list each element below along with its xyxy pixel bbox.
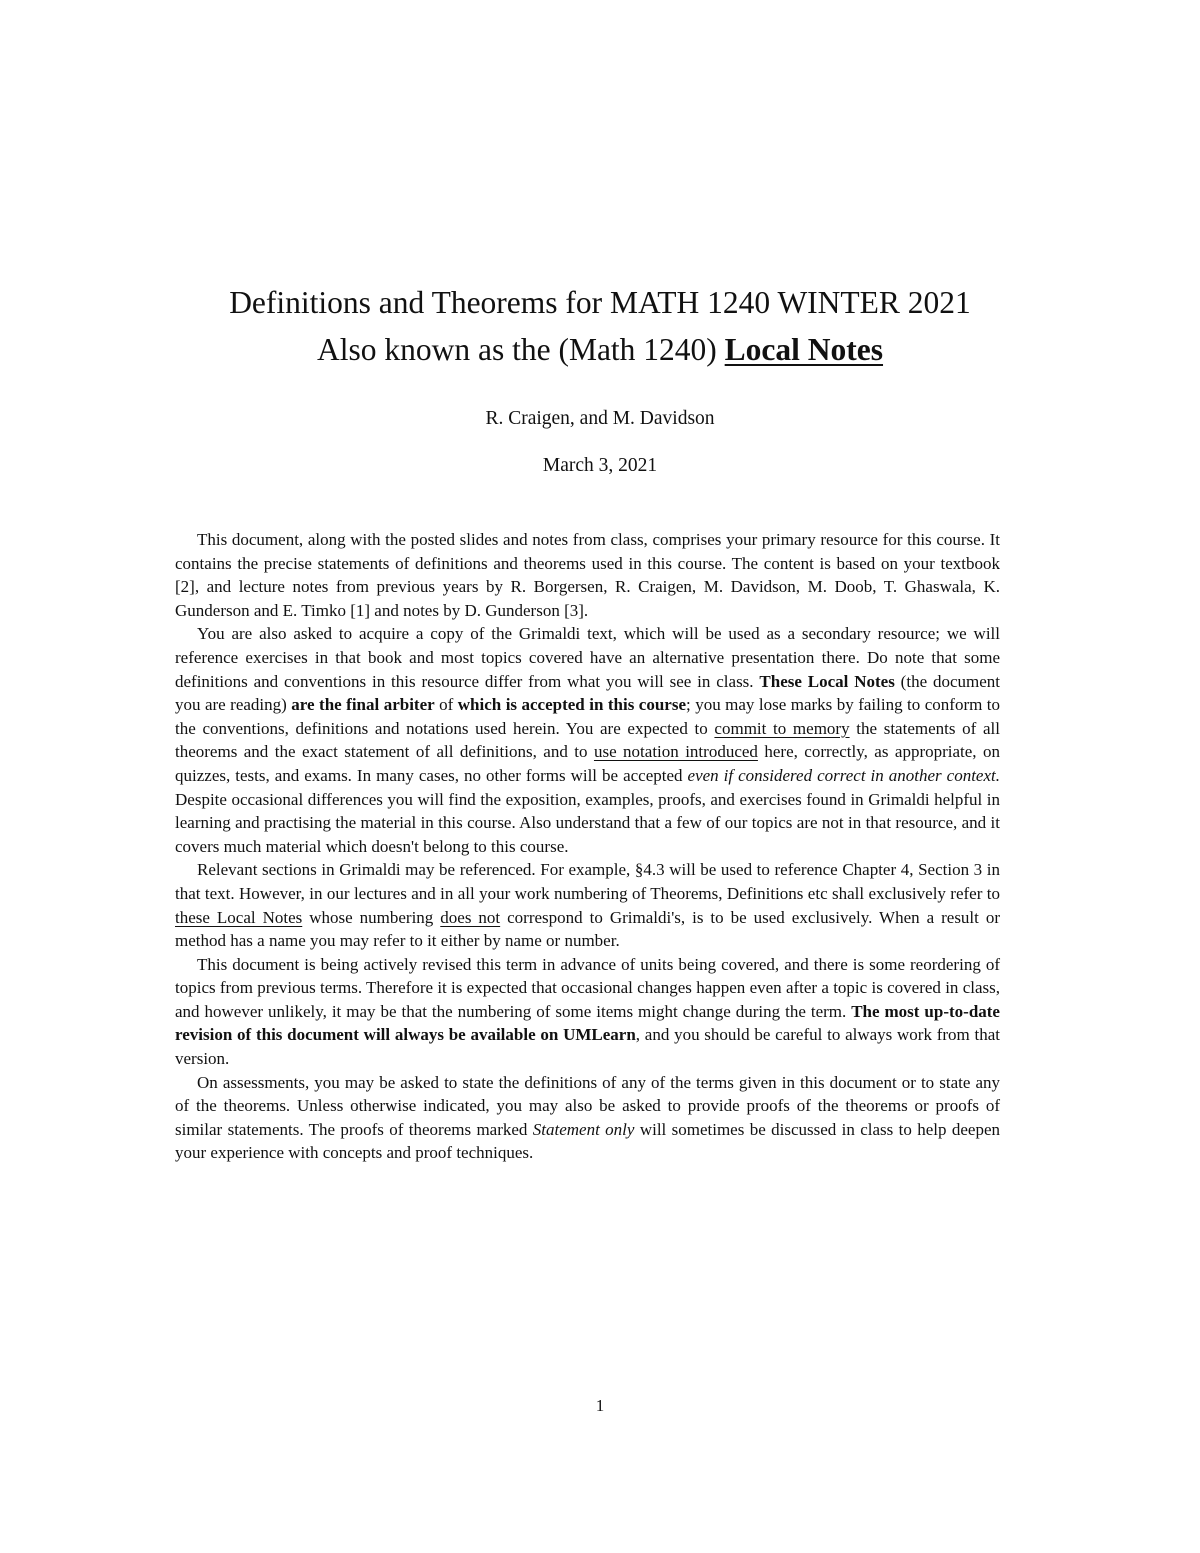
p2-text-1: You are also asked to acquire a copy of the Grimaldi text, which will be used as a secondary resource; we will reference exercises in that book and most topics covered have an alternative presentation there. Do note that some definitions and conventions in this resource differ from what you will see in class. bbox=[175, 624, 1000, 691]
p3-text-1: Relevant sections in Grimaldi may be referenced. For example, §4.3 will be used to reference Chapter 4, Section 3 in that text. However, in our lectures and in all your work numbering of Theorems, Definitions etc shall exclusively refer to bbox=[175, 860, 1000, 903]
p1-text: This document, along with the posted slides and notes from class, comprises your primary resource for this course. It contains the precise statements of definitions and theorems used in this course. The content is based on your textbook [2], and lecture notes from previous years by R. Borgersen, R. Craigen, M. Davidson, M. Doob, T. Ghaswala, K. Gunderson and E. Timko [1] and notes by D. Gunderson [3]. bbox=[175, 530, 1000, 620]
p3-text-3: correspond to Grimaldi's, is to be used exclusively. When a result or method has a name you may refer to it either by name or number. bbox=[175, 907, 1001, 951]
p2-bold-3: which is accepted in this course bbox=[457, 695, 686, 715]
document-title-line2 bbox=[0, 332, 1200, 368]
paragraph-2 bbox=[175, 622, 1000, 858]
p2-bold-1: These Local Notes bbox=[759, 671, 895, 691]
p4-text-2: , and you should be careful to always work from that version. bbox=[175, 1025, 1000, 1069]
title-local-notes: Local Notes bbox=[724, 332, 884, 367]
document-body bbox=[175, 528, 1000, 1165]
p2-text-5: the statements of all theorems and the exact statement of all definitions, and to bbox=[175, 718, 1000, 762]
p2-text-7: Despite occasional differences you will find the exposition, examples, proofs, and exercises found in Grimaldi helpful in learning and practising the material in this course. Also understand that a few of our topics are not in that resource, and it covers much material which doesn't belong to this course. bbox=[175, 789, 1000, 856]
p2-text-4: ; you may lose marks by failing to conform to the conventions, definitions and notations used herein. You are expected to bbox=[175, 695, 1001, 738]
p5-italic-1: Statement only bbox=[532, 1119, 635, 1139]
paragraph-4 bbox=[175, 953, 1000, 1071]
p4-bold-1: The most up-to-date revision of this document will always be available on UMLearn bbox=[175, 1001, 1000, 1045]
p2-text-2: (the document you are reading) bbox=[175, 671, 1000, 715]
p2-bold-2: are the final arbiter bbox=[291, 695, 435, 715]
p2-italic-1: even if considered correct in another context. bbox=[687, 765, 1000, 785]
p5-text-2: will sometimes be discussed in class to help deepen your experience with concepts and proof techniques. bbox=[175, 1119, 1000, 1163]
p5-text-1: On assessments, you may be asked to state the definitions of any of the terms given in this document or to state any of the theorems. Unless otherwise indicated, you may also be asked to provide proofs of the theorems or proofs of similar statements. The proofs of theorems marked bbox=[175, 1072, 1000, 1139]
document-title-line1: Definitions and Theorems for MATH 1240 WINTER 2021 bbox=[229, 285, 971, 320]
p2-underline-1: commit to memory bbox=[714, 718, 850, 738]
document-date: March 3, 2021 bbox=[542, 455, 658, 476]
p4-text-1: This document is being actively revised this term in advance of units being covered, and there is some reordering of topics from previous terms. Therefore it is expected that occasional changes happen even after a topic is covered in class, and however unlikely, it may be that the numbering of some items might change during the term. bbox=[175, 954, 1000, 1021]
authors: R. Craigen, and M. Davidson bbox=[485, 408, 715, 429]
p2-text-3: of bbox=[434, 695, 458, 715]
p3-underline-1: these Local Notes bbox=[175, 907, 303, 927]
paragraph-1 bbox=[175, 528, 1000, 622]
p2-underline-2: use notation introduced bbox=[593, 742, 758, 762]
p3-underline-2: does not bbox=[440, 907, 501, 927]
p2-text-6: here, correctly, as appropriate, on quizzes, tests, and exams. In many cases, no other forms will be accepted bbox=[175, 742, 1001, 785]
paragraph-5 bbox=[175, 1071, 1000, 1165]
page-number: 1 bbox=[595, 1396, 605, 1415]
p3-text-2: whose numbering bbox=[302, 907, 441, 927]
title-prefix: Also known as the (Math 1240) bbox=[316, 332, 725, 367]
paragraph-3 bbox=[175, 858, 1000, 952]
